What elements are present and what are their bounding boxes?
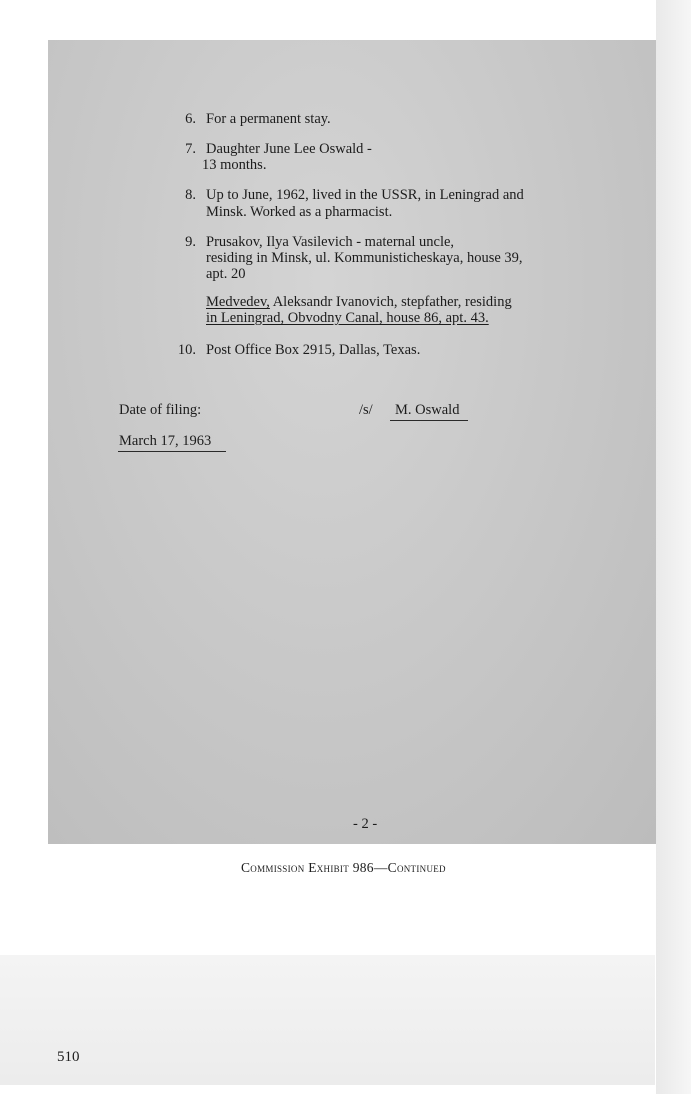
item-7-line-1: Daughter June Lee Oswald - xyxy=(206,141,372,157)
photographed-letter xyxy=(48,40,658,844)
filing-date-line xyxy=(118,451,226,452)
item-10-number: 10. xyxy=(177,342,196,358)
exhibit-caption: Commission Exhibit 986—Continued xyxy=(241,860,446,875)
bottom-band xyxy=(0,955,655,1085)
page-number: 510 xyxy=(57,1049,80,1065)
item-9b-line-2: in Leningrad, Obvodny Canal, house 86, apt. 43. xyxy=(206,310,489,326)
item-9-line-1: Prusakov, Ilya Vasilevich - maternal uncle, xyxy=(206,234,455,250)
item-8-line-1: Up to June, 1962, lived in the USSR, in Leningrad and xyxy=(206,187,524,203)
filing-label: Date of filing: xyxy=(119,402,202,418)
item-7-line-2: 13 months. xyxy=(202,157,267,173)
underlined-name: Medvedev, xyxy=(206,294,270,310)
item-9b-line-1 xyxy=(206,294,512,311)
page-marker: - 2 - xyxy=(353,816,378,832)
item-6-number: 6. xyxy=(185,111,196,127)
filing-date: March 17, 1963 xyxy=(119,433,212,449)
item-10-line-1: Post Office Box 2915, Dallas, Texas. xyxy=(206,342,421,358)
item-8-number: 8. xyxy=(185,187,196,203)
item-7-number: 7. xyxy=(185,141,196,157)
page-edge-strip xyxy=(656,0,691,1094)
item-9-line-2: residing in Minsk, ul. Kommunisticheskaya, house 39, xyxy=(206,250,523,266)
signature: M. Oswald xyxy=(395,402,460,418)
item-9-line-3: apt. 20 xyxy=(206,266,246,282)
item-9-number: 9. xyxy=(185,234,196,250)
item-9b-line-1-rest: Aleksandr Ivanovich, stepfather, residing xyxy=(269,294,512,310)
signature-prefix: /s/ xyxy=(359,402,373,418)
signature-line xyxy=(390,420,468,421)
item-8-line-2: Minsk. Worked as a pharmacist. xyxy=(206,204,393,220)
item-6-line-1: For a permanent stay. xyxy=(206,111,331,127)
